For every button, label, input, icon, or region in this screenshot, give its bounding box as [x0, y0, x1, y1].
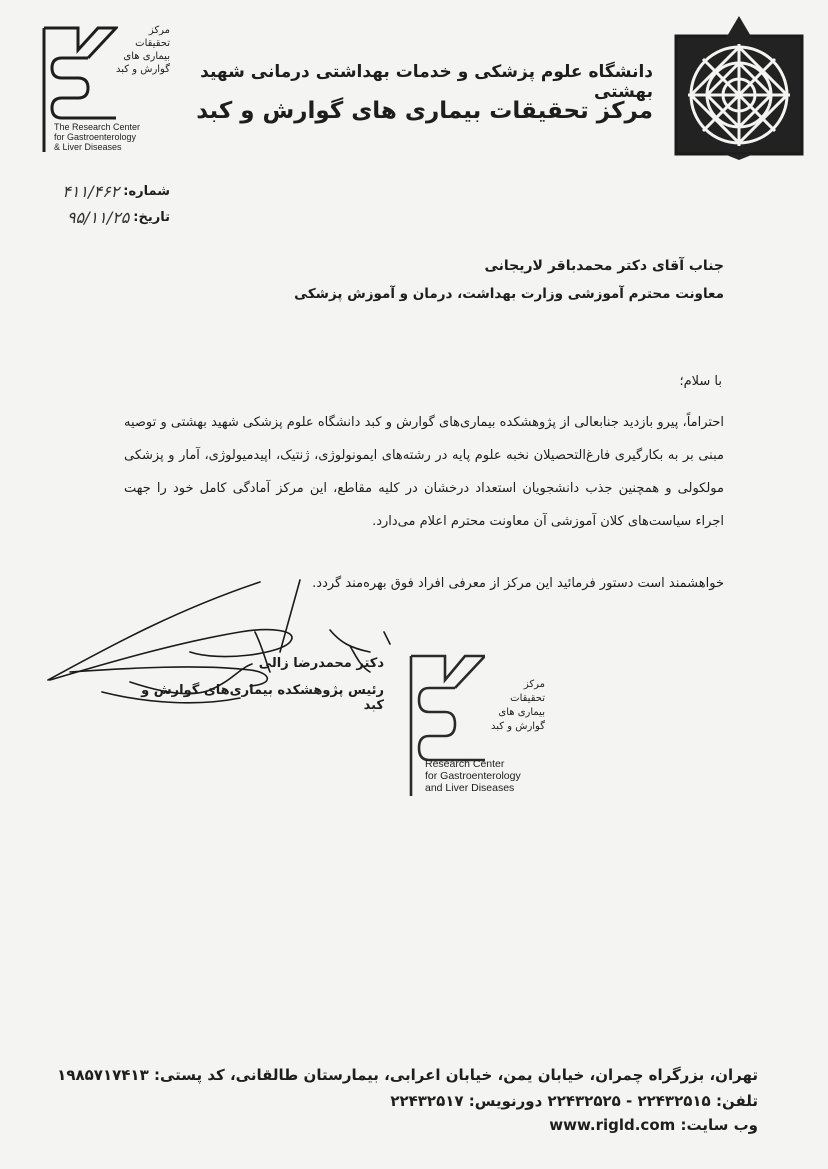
signatory-name: دکتر محمدرضا زالی [258, 656, 384, 671]
signatory-title: رئیس پژوهشکده بیماری‌های گوارش و کبد [141, 683, 384, 713]
stamp-en-line: and Liver Diseases [425, 782, 515, 794]
center-name: مرکز تحقیقات بیماری های گوارش و کبد [196, 98, 653, 124]
stamp-fa-line: گوارش و کبد [491, 721, 545, 732]
logo-en-line: for Gastroenterology [54, 132, 137, 142]
stamp-fa-line: تحقیقات [510, 693, 545, 704]
letter-date [30, 208, 170, 227]
logo-fa-line: گوارش و کبد [116, 64, 170, 75]
closing-line: خواهشمند است دستور فرمائید این مرکز از معرفی افراد فوق بهره‌مند گردد. [312, 576, 724, 591]
date-label: تاریخ: [133, 210, 170, 225]
body-paragraph: احتراماً، پیرو بازدید جنابعالی از پژوهشکده بیماری‌های گوارش و کبد دانشگاه علوم پزشکی شهید بهشتی و توصیه مبنی بر به بکارگیری فارغ‌التحصیلان نخبه علوم پایه در رشته‌های ایمونولوژی، ژنتیک، اپیدمیولوژی، آمار و پزشکی مولکولی و همچنین جذب دانشجویان استعداد درخشان در کلیه مقاطع، این مرکز آمادگی کامل خود را جهت اجراء سیاست‌های کلان آموزشی آن معاونت محترم اعلام می‌دارد. [124, 415, 724, 529]
center-stamp [405, 650, 545, 800]
number-value: ۴۱۱/۴۶۲ [62, 182, 120, 201]
addressee-name: جناب آقای دکتر محمدباقر لاریجانی [484, 258, 724, 274]
stamp-en-line: for Gastroenterology [425, 770, 521, 782]
stamp-fa-line: مرکز [523, 679, 545, 690]
footer-phones: تلفن: ۲۲۴۳۲۵۱۵ - ۲۲۴۳۲۵۲۵ دورنویس: ۲۲۴۳۲۵۱۷ [390, 1092, 758, 1110]
addressee-title: معاونت محترم آموزشی وزارت بهداشت، درمان و آموزش پزشکی [294, 286, 724, 302]
center-logo [38, 24, 170, 158]
logo-fa-line: تحقیقات [135, 38, 170, 49]
logo-fa-line: مرکز [148, 25, 170, 36]
logo-en-line: The Research Center [54, 122, 141, 132]
number-label: شماره: [123, 184, 170, 199]
letter-number [30, 182, 170, 201]
university-name: دانشگاه علوم پزشکی و خدمات بهداشتی درمانی شهید بهشتی [200, 62, 653, 102]
university-emblem [664, 14, 814, 160]
footer-website[interactable]: وب سایت: www.rigld.com [549, 1116, 758, 1134]
logo-fa-line: بیماری های [123, 51, 170, 62]
stamp-fa-line: بیماری های [498, 707, 545, 718]
date-value: ۹۵/۱۱/۲۵ [66, 208, 130, 227]
logo-en-line: & Liver Diseases [54, 142, 122, 152]
stamp-en-line: Research Center [425, 758, 505, 770]
footer-address: تهران، بزرگراه چمران، خیابان یمن، خیابان اعرابی، بیمارستان طالقانی، کد پستی: ۱۹۸۵۷۱۷۴۱۳ [57, 1066, 758, 1084]
salutation: با سلام؛ [679, 374, 722, 389]
